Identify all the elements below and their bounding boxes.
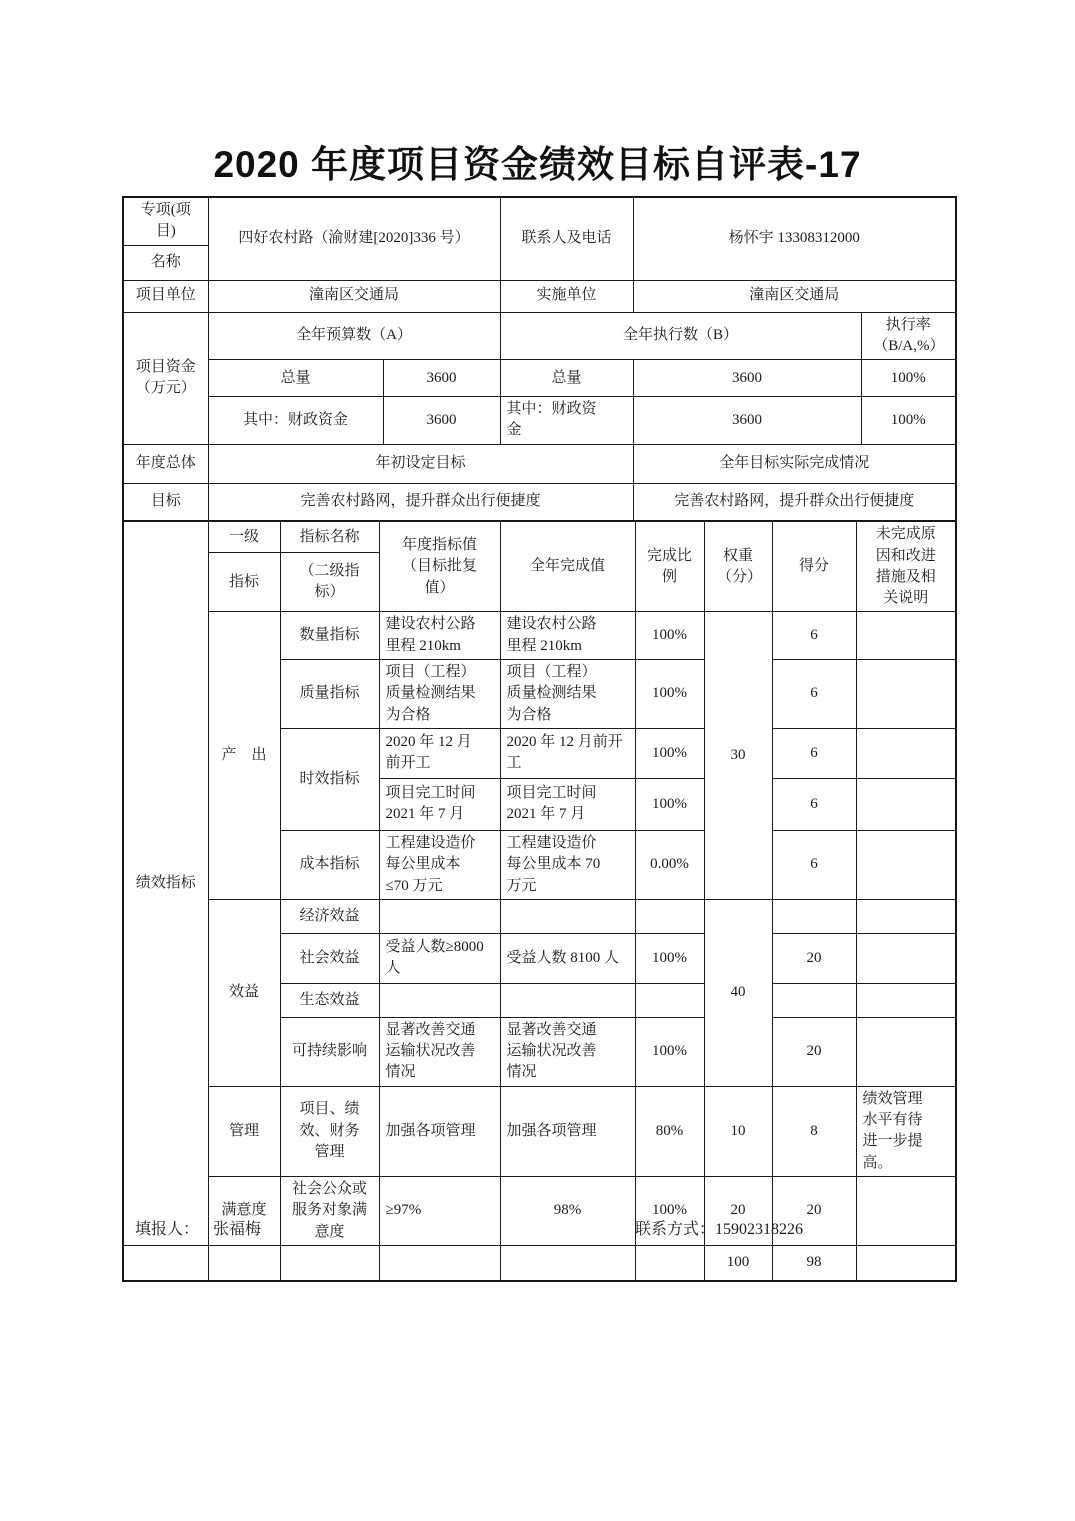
target-header-cell bbox=[379, 521, 500, 612]
preparer bbox=[135, 1216, 261, 1239]
note-cell bbox=[856, 830, 956, 899]
actual-value: 加强各项管理 bbox=[506, 1122, 597, 1139]
name-header-top-cell: 指标名称 bbox=[280, 521, 379, 552]
score-cell: 20 bbox=[772, 1176, 856, 1245]
score-header-cell: 得分 bbox=[772, 521, 856, 612]
indicator-row-economic bbox=[123, 899, 956, 933]
note-cell bbox=[856, 612, 956, 660]
ratio-cell: 100% bbox=[635, 728, 704, 778]
indicator-name-cell: 社会公众或服务对象满意度 bbox=[280, 1176, 379, 1245]
self-evaluation-table bbox=[122, 196, 956, 1282]
funds-fiscal-row bbox=[123, 397, 956, 445]
unit-label-cell: 项目单位 bbox=[123, 280, 208, 312]
target-value-cell bbox=[379, 830, 500, 899]
target-value-cell bbox=[379, 612, 500, 660]
score-cell: 20 bbox=[772, 933, 856, 983]
rate-header-cell bbox=[861, 312, 956, 360]
funds-total-row bbox=[123, 360, 956, 397]
ratio-cell bbox=[635, 983, 704, 1017]
target-value-cell bbox=[379, 1086, 500, 1176]
indicators-section-label-cell: 绩效指标 bbox=[123, 521, 208, 1245]
group-benefit-cell: 效益 bbox=[208, 899, 280, 1086]
target-value: 显著改善交通运输状况改善情况 bbox=[385, 1021, 476, 1081]
weight-satisfaction-cell: 20 bbox=[704, 1176, 772, 1245]
budget-header-cell: 全年预算数（A） bbox=[208, 312, 500, 360]
exec-total-label-cell: 总量 bbox=[500, 360, 633, 397]
note-cell bbox=[856, 1086, 956, 1176]
weight-header: 权重（分） bbox=[717, 547, 763, 585]
indicators-table bbox=[122, 520, 957, 1282]
target-value: 项目完工时间 2021 年 7 月 bbox=[385, 785, 476, 823]
total-empty-cell bbox=[856, 1245, 956, 1281]
actual-value: 项目（工程）质量检测结果为合格 bbox=[506, 664, 597, 723]
project-label-top-cell bbox=[123, 197, 208, 245]
target-value: 2020 年 12 月前开工 bbox=[385, 734, 472, 772]
target-value: 项目（工程）质量检测结果为合格 bbox=[385, 664, 476, 723]
target-value-cell bbox=[379, 983, 500, 1017]
indicator-name-cell: 数量指标 bbox=[280, 612, 379, 660]
project-row-a bbox=[123, 197, 956, 245]
indicator-name-cell: 经济效益 bbox=[280, 899, 379, 933]
total-empty-cell bbox=[123, 1245, 208, 1281]
score-cell: 6 bbox=[772, 728, 856, 778]
name-header-bottom-cell bbox=[280, 553, 379, 612]
ratio-header-cell bbox=[635, 521, 704, 612]
info-table bbox=[122, 196, 957, 522]
preparer-label: 填报人： bbox=[135, 1221, 200, 1238]
score-cell: 6 bbox=[772, 778, 856, 830]
funds-label-cell bbox=[123, 312, 208, 444]
actual-value-cell bbox=[500, 983, 635, 1017]
group-output-cell: 产 出 bbox=[208, 612, 280, 899]
rate-header: 执行率（B/A,%） bbox=[873, 316, 945, 354]
total-row bbox=[123, 1245, 956, 1281]
goal-value-row bbox=[123, 483, 956, 521]
budget-total-label-cell: 总量 bbox=[208, 360, 383, 397]
funds-header-row bbox=[123, 312, 956, 360]
page-title: 2020 年度项目资金绩效目标自评表-17 bbox=[213, 144, 862, 185]
exec-fiscal-label: 其中：财政资金 bbox=[506, 401, 597, 439]
level-header-bottom-cell: 指标 bbox=[208, 553, 280, 612]
contact-label-cell: 联系人及电话 bbox=[500, 197, 633, 280]
goal-actual-value-cell: 完善农村路网，提升群众出行便捷度 bbox=[633, 483, 956, 521]
preparer-name: 张福梅 bbox=[213, 1221, 262, 1238]
weight-output-cell: 30 bbox=[704, 612, 772, 899]
ratio-cell: 100% bbox=[635, 612, 704, 660]
actual-value-cell bbox=[500, 612, 635, 660]
total-score-cell: 98 bbox=[772, 1245, 856, 1281]
goal-header-row bbox=[123, 444, 956, 483]
project-label-top: 专项(项目) bbox=[140, 202, 191, 240]
actual-value: 受益人数 8100 人 bbox=[506, 949, 620, 966]
target-value-cell: ≥97% bbox=[379, 1176, 500, 1245]
ratio-header: 完成比例 bbox=[646, 547, 692, 585]
ratio-cell bbox=[635, 899, 704, 933]
ratio-cell: 80% bbox=[635, 1086, 704, 1176]
actual-value: 2020 年 12 月前开工 bbox=[506, 734, 623, 772]
note-header: 未完成原因和改进措施及相关说明 bbox=[875, 526, 936, 607]
target-value-cell bbox=[379, 660, 500, 729]
actual-value-cell bbox=[500, 899, 635, 933]
indicators-header-row-a bbox=[123, 521, 956, 552]
indicator-name-cell: 时效指标 bbox=[280, 728, 379, 830]
score-cell: 20 bbox=[772, 1017, 856, 1086]
indicator-name: 项目、绩效、财务管理 bbox=[299, 1101, 360, 1160]
target-value-cell bbox=[379, 778, 500, 830]
project-name-cell: 四好农村路（渝财建[2020]336 号） bbox=[208, 197, 500, 280]
unit-row bbox=[123, 280, 956, 312]
indicator-name-cell bbox=[280, 1086, 379, 1176]
indicator-name-cell: 社会效益 bbox=[280, 933, 379, 983]
target-value: 工程建设造价每公里成本≤70 万元 bbox=[385, 834, 476, 894]
actual-value-cell bbox=[500, 1086, 635, 1176]
impl-value-cell: 潼南区交通局 bbox=[633, 280, 956, 312]
actual-value: 建设农村公路里程 210km bbox=[506, 616, 597, 654]
weight-benefit-cell: 40 bbox=[704, 899, 772, 1086]
exec-fiscal-label-cell bbox=[500, 397, 633, 445]
ratio-cell: 100% bbox=[635, 1176, 704, 1245]
score-cell: 6 bbox=[772, 612, 856, 660]
contact-value: 15902318226 bbox=[715, 1221, 804, 1238]
actual-value-cell: 98% bbox=[500, 1176, 635, 1245]
ratio-cell: 0.00% bbox=[635, 830, 704, 899]
note-cell bbox=[856, 1017, 956, 1086]
actual-value-cell bbox=[500, 728, 635, 778]
target-value-cell bbox=[379, 728, 500, 778]
total-empty-cell bbox=[208, 1245, 280, 1281]
score-cell: 6 bbox=[772, 830, 856, 899]
note-text: 绩效管理水平有待进一步提高。 bbox=[862, 1090, 923, 1171]
total-weight-cell: 100 bbox=[704, 1245, 772, 1281]
exec-fiscal-value-cell: 3600 bbox=[633, 397, 861, 445]
note-cell bbox=[856, 899, 956, 933]
budget-total-value-cell: 3600 bbox=[383, 360, 500, 397]
target-value: 受益人数≥8000 人 bbox=[385, 939, 484, 977]
note-cell bbox=[856, 660, 956, 729]
name-header-bottom: （二级指标） bbox=[299, 563, 360, 601]
target-value: 建设农村公路里程 210km bbox=[385, 616, 476, 654]
indicator-name-cell: 质量指标 bbox=[280, 660, 379, 729]
actual-value-cell bbox=[500, 660, 635, 729]
target-value-cell bbox=[379, 899, 500, 933]
rate-fiscal-cell: 100% bbox=[861, 397, 956, 445]
exec-total-value-cell: 3600 bbox=[633, 360, 861, 397]
note-cell bbox=[856, 778, 956, 830]
total-empty-cell bbox=[635, 1245, 704, 1281]
goal-label-bottom-cell: 目标 bbox=[123, 483, 208, 521]
actual-header-cell: 全年完成值 bbox=[500, 521, 635, 612]
ratio-cell: 100% bbox=[635, 660, 704, 729]
target-header: 年度指标值（目标批复值） bbox=[401, 536, 477, 596]
contact-label: 联系方式： bbox=[635, 1221, 716, 1238]
note-cell bbox=[856, 983, 956, 1017]
group-management-cell: 管理 bbox=[208, 1086, 280, 1176]
indicator-name-cell: 生态效益 bbox=[280, 983, 379, 1017]
goal-set-value-cell: 完善农村路网，提升群众出行便捷度 bbox=[208, 483, 633, 521]
actual-value: 显著改善交通运输状况改善情况 bbox=[506, 1021, 597, 1081]
project-label-bottom-cell: 名称 bbox=[123, 245, 208, 280]
ratio-cell: 100% bbox=[635, 778, 704, 830]
weight-management-cell: 10 bbox=[704, 1086, 772, 1176]
target-value-cell bbox=[379, 933, 500, 983]
contact-info bbox=[635, 1216, 803, 1239]
indicator-name-cell: 成本指标 bbox=[280, 830, 379, 899]
budget-fiscal-label-cell: 其中：财政资金 bbox=[208, 397, 383, 445]
actual-value: 工程建设造价每公里成本 70 万元 bbox=[506, 834, 601, 894]
ratio-cell: 100% bbox=[635, 1017, 704, 1086]
funds-label: 项目资金（万元） bbox=[135, 358, 196, 397]
rate-total-cell: 100% bbox=[861, 360, 956, 397]
total-empty-cell bbox=[379, 1245, 500, 1281]
unit-value-cell: 潼南区交通局 bbox=[208, 280, 500, 312]
budget-fiscal-value-cell: 3600 bbox=[383, 397, 500, 445]
indicator-name-cell: 可持续影响 bbox=[280, 1017, 379, 1086]
target-value-cell bbox=[379, 1017, 500, 1086]
actual-value-cell bbox=[500, 933, 635, 983]
indicator-row-management bbox=[123, 1086, 956, 1176]
total-empty-cell bbox=[500, 1245, 635, 1281]
actual-value-cell bbox=[500, 1017, 635, 1086]
note-cell bbox=[856, 933, 956, 983]
indicator-row-quantity bbox=[123, 612, 956, 660]
impl-label-cell: 实施单位 bbox=[500, 280, 633, 312]
goal-set-header-cell: 年初设定目标 bbox=[208, 444, 633, 483]
note-header-cell bbox=[856, 521, 956, 612]
weight-header-cell bbox=[704, 521, 772, 612]
score-cell bbox=[772, 899, 856, 933]
target-value: 加强各项管理 bbox=[385, 1122, 476, 1139]
exec-header-cell: 全年执行数（B） bbox=[500, 312, 861, 360]
total-empty-cell bbox=[280, 1245, 379, 1281]
goal-label-top-cell: 年度总体 bbox=[123, 444, 208, 483]
actual-value: 项目完工时间 2021 年 7 月 bbox=[506, 785, 597, 823]
goal-actual-header-cell: 全年目标实际完成情况 bbox=[633, 444, 956, 483]
score-cell bbox=[772, 983, 856, 1017]
footer bbox=[123, 1216, 956, 1246]
contact-value-cell: 杨怀宇 13308312000 bbox=[633, 197, 956, 280]
actual-value-cell bbox=[500, 778, 635, 830]
actual-value-cell bbox=[500, 830, 635, 899]
note-cell bbox=[856, 728, 956, 778]
score-cell: 6 bbox=[772, 660, 856, 729]
level-header-top-cell: 一级 bbox=[208, 521, 280, 552]
score-cell: 8 bbox=[772, 1086, 856, 1176]
group-satisfaction-cell: 满意度 bbox=[208, 1176, 280, 1245]
ratio-cell: 100% bbox=[635, 933, 704, 983]
